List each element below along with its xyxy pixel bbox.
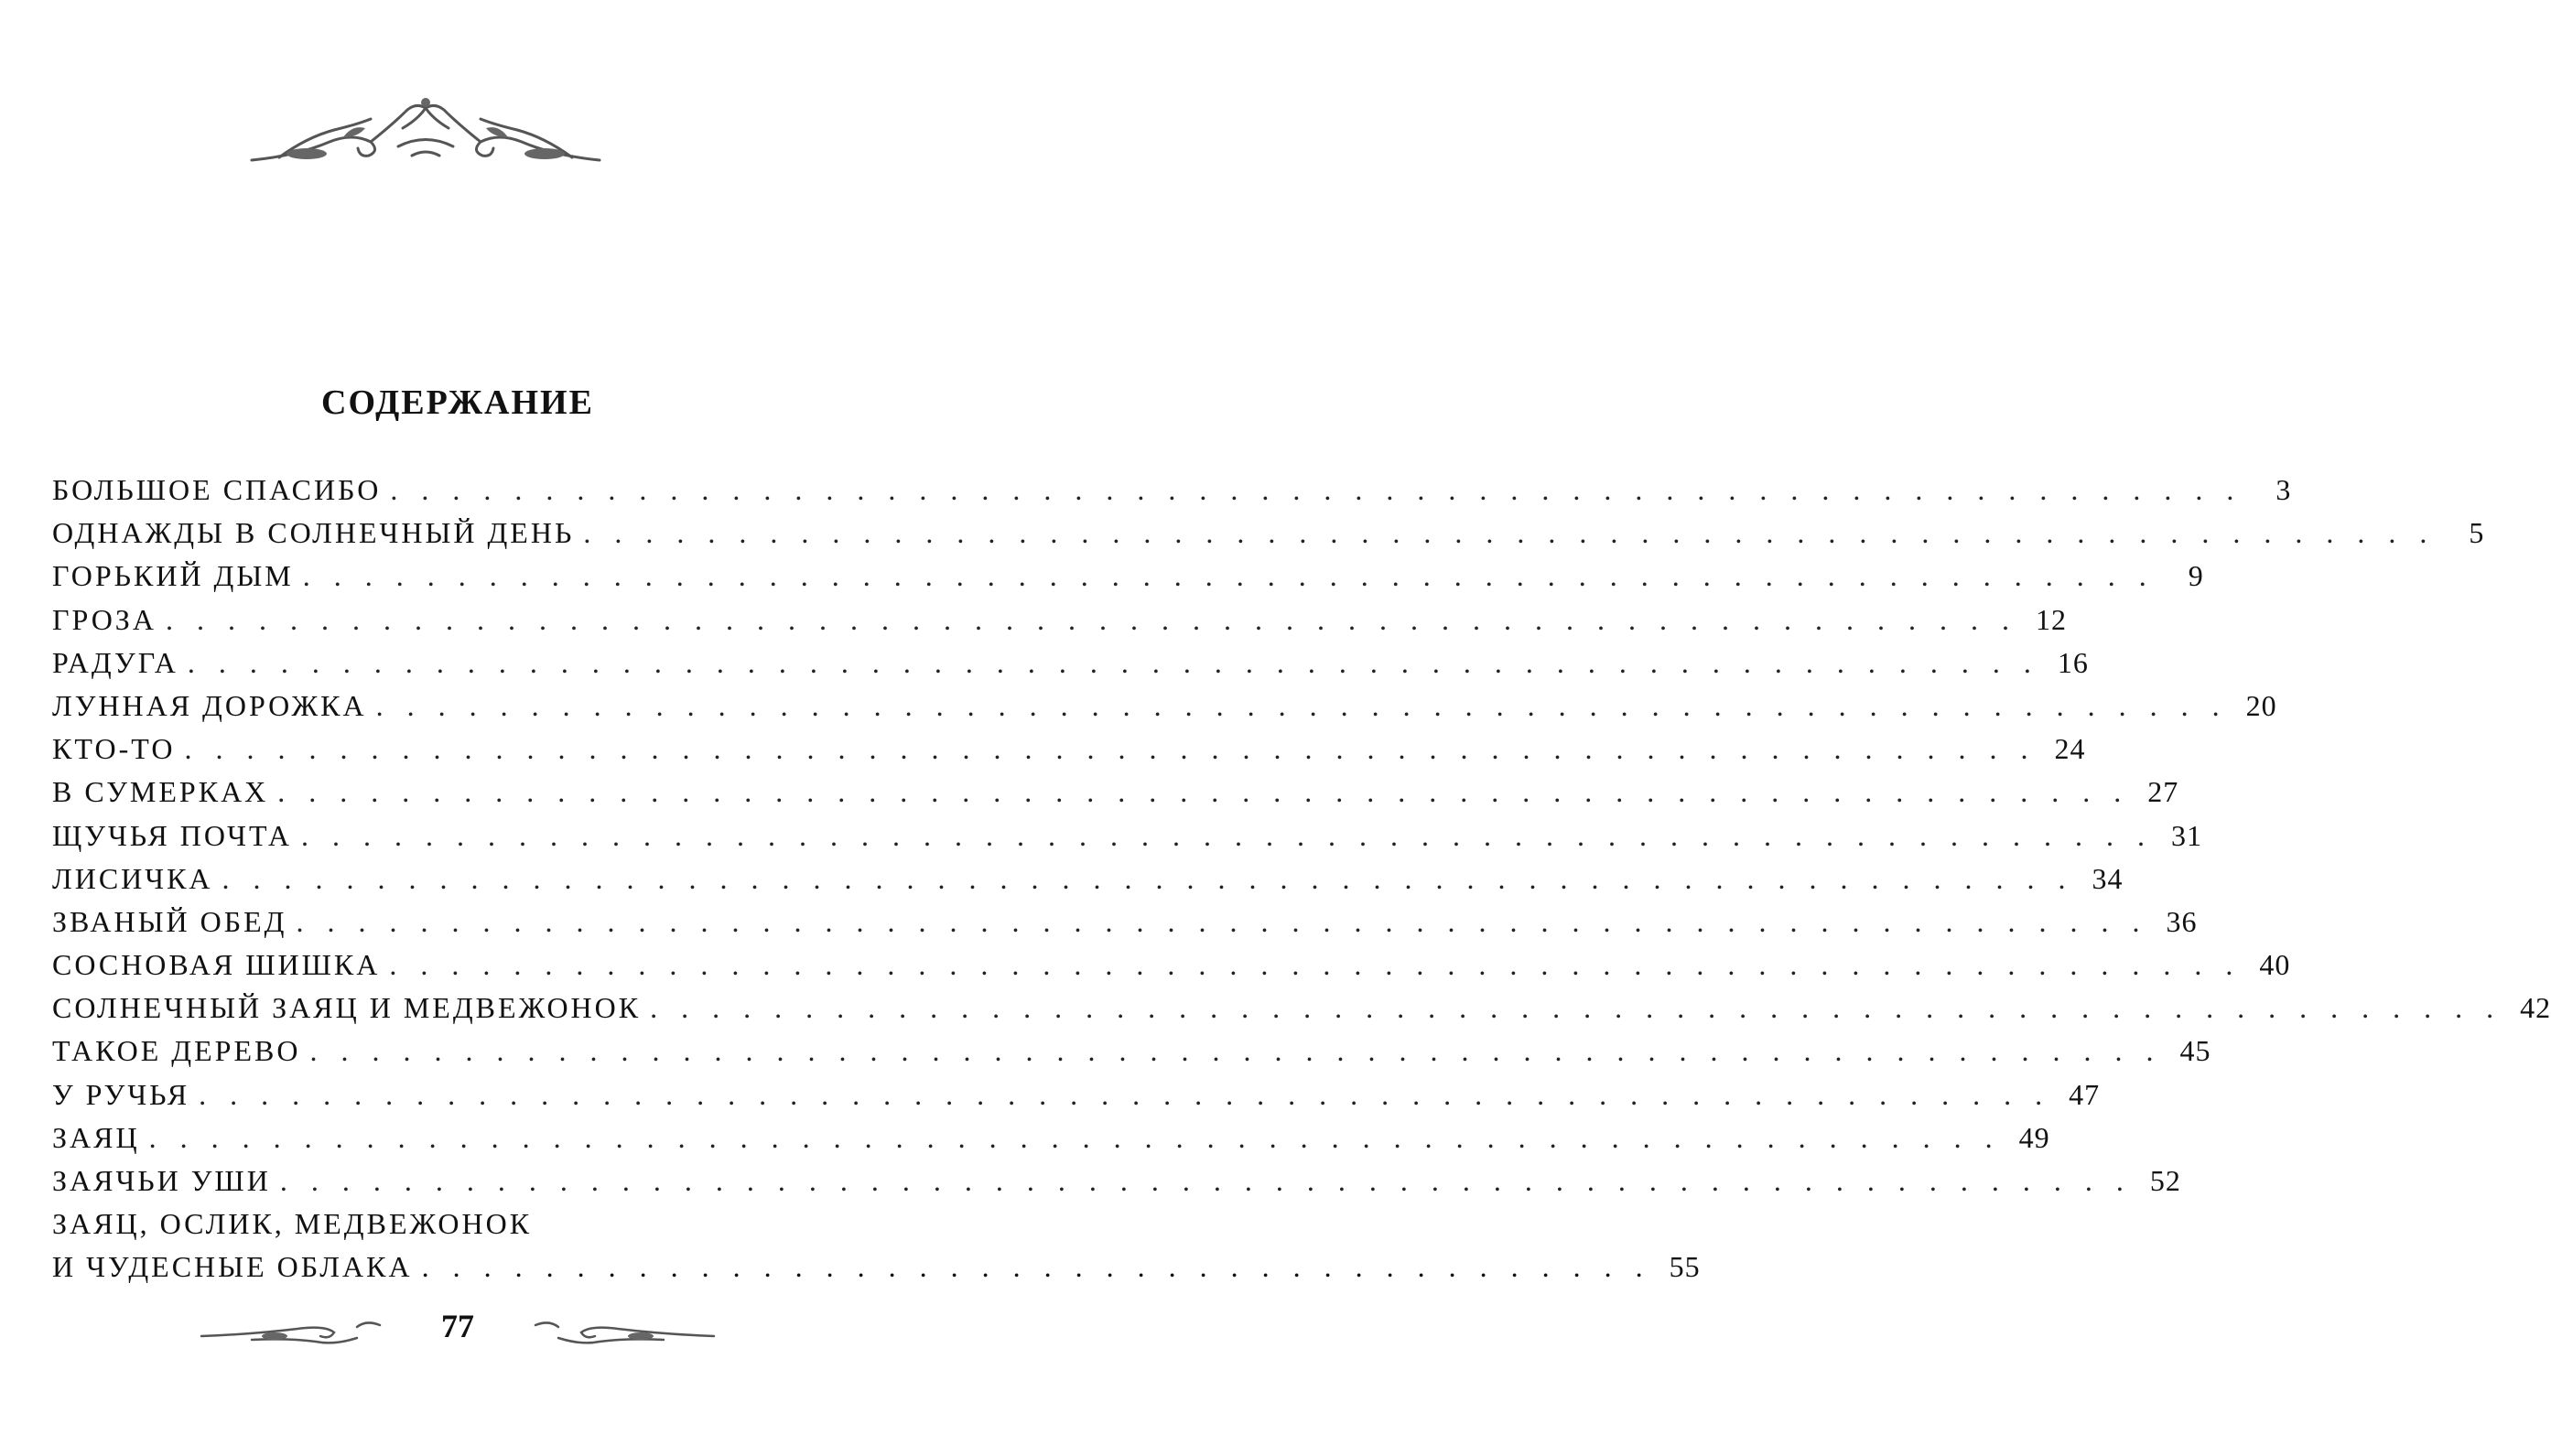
toc-dot-leader: . . . . . . . . . . . . . . . . . . . . . . . . . . . . . . . . . . . . . . . . . . . . . . . . . . . . . . . . . . . .: [301, 818, 2154, 852]
toc-dot-leader: . . . . . . . . . . . . . . . . . . . . . . . . . . . . . . . . . . . . . . . . . . . . . . . . . . . . . . . . . . . .: [199, 1077, 2051, 1111]
toc-entry[interactable]: [52, 685, 2277, 728]
toc-entry[interactable]: [52, 512, 2485, 555]
toc-entry-page: 3: [2275, 473, 2292, 506]
toc-entry-page: 49: [2018, 1120, 2050, 1154]
toc-entry-page: 52: [2149, 1164, 2181, 1197]
toc-entry-page: 5: [2469, 516, 2485, 550]
toc-entry[interactable]: [52, 987, 2551, 1030]
toc-entry[interactable]: [52, 642, 2089, 685]
toc-dot-leader: . . . . . . . . . . . . . . . . . . . . . . . . . . . . . . . . . . . . . . . . . . . . . . . . . . . . . . . . . . . .: [309, 1034, 2162, 1068]
toc-entry-title-line1: ЗАЯЦ, ОСЛИК, МЕДВЕЖОНОК: [52, 1207, 533, 1241]
toc-entry-page: 34: [2092, 861, 2124, 895]
toc-dot-leader: . . . . . . . . . . . . . . . . . . . . . . . . . . . . . . . . . . . . . . . . . . . . . . . . . . . . . . . . . . . .: [222, 861, 2074, 895]
toc-entry-page: 31: [2171, 818, 2203, 852]
toc-entry-title-line2: И ЧУДЕСНЫЕ ОБЛАКА: [52, 1250, 413, 1284]
toc-entry-title: ЛУННАЯ ДОРОЖКА: [52, 688, 367, 722]
toc-entry-title: ЗАЯЧЬИ УШИ: [52, 1164, 271, 1197]
toc-dot-leader: . . . . . . . . . . . . . . . . . . . . . . . . . . . . . . . . . . . . . . . . . . . . . . . . . . . . . . . . . . . .: [302, 559, 2155, 593]
toc-entry-title: ЗАЯЦ: [52, 1120, 140, 1154]
toc-entry-title: ОДНАЖДЫ В СОЛНЕЧНЫЙ ДЕНЬ: [52, 516, 575, 550]
toc-entry[interactable]: [52, 901, 2198, 944]
toc-entry[interactable]: [52, 814, 2203, 857]
toc-entry-title: КТО-ТО: [52, 732, 176, 766]
toc-entry-page: 47: [2069, 1077, 2101, 1111]
toc-entry-page: 24: [2054, 732, 2086, 766]
toc-entry[interactable]: [52, 469, 2292, 512]
toc-entry-page: 12: [2035, 602, 2067, 636]
toc-dot-leader: . . . . . . . . . . . . . . . . . . . . . . . . . . . . . . . . . . . . . . . . . . . . . . . . . . . . . . . . . . . .: [583, 516, 2436, 550]
page-number: 77: [441, 1308, 474, 1344]
toc-dot-leader: . . . . . . . . . . . . . . . . . . . . . . . . . . . . . . . . . . . . . . . . . . . . . . . . . . . . . . . . . . . .: [148, 1120, 2001, 1154]
toc-dot-leader: . . . . . . . . . . . . . . . . . . . . . . . . . . . . . . . . . . . . . . . . . . . . . . . . . . . . . . . . . . . .: [296, 904, 2148, 938]
toc-dot-leader: . . . . . . . . . . . . . . . . . . . . . . . . . . . . . . . . . . . . . . . . . . . . . . . . . . . . . . . . . . . .: [375, 688, 2228, 722]
toc-dot-leader: . . . . . . . . . . . . . . . . . . . . . . . . . . . . . . . . . . . . . . . . . . . . . . . . . . . . . . . . . . . .: [650, 991, 2502, 1025]
toc-entry-page: 16: [2057, 645, 2089, 679]
toc-dot-leader: . . . . . . . . . . . . . . . . . . . . . . . . . . . . . . . . . . . . . . . . . . . . . . . . . . . . . . . . . . . .: [184, 732, 2037, 766]
toc-dot-leader: . . . . . . . . . . . . . . . . . . . . . . . . . . . . . . . . . . . . . . . . . . . . . . . . . . . . . . . . . . . .: [165, 602, 2017, 636]
toc-entry-title: СОЛНЕЧНЫЙ ЗАЯЦ И МЕДВЕЖОНОК: [52, 991, 642, 1025]
toc-entry-page: 45: [2179, 1034, 2211, 1068]
toc-entry[interactable]: [52, 728, 2086, 771]
toc-entry-title: БОЛЬШОЕ СПАСИБО: [52, 473, 382, 506]
toc-entry[interactable]: [52, 857, 2124, 901]
toc-entry-page: 40: [2259, 948, 2291, 982]
page-title: СОДЕРЖАНИЕ: [321, 383, 594, 422]
toc-entry[interactable]: [52, 771, 2179, 814]
toc-dot-leader: . . . . . . . . . . . . . . . . . . . . . . . . . . . . . . . . . . . . . . . . . . . . . . . . . . . . . . . . . . . .: [389, 948, 2242, 982]
toc-entry-title: ТАКОЕ ДЕРЕВО: [52, 1034, 301, 1068]
toc-entry-page: 55: [1669, 1250, 1701, 1284]
toc-entry-page: 27: [2147, 775, 2179, 809]
toc-entry-title: ЩУЧЬЯ ПОЧТА: [52, 818, 293, 852]
toc-entry[interactable]: [52, 555, 2204, 598]
toc-entry[interactable]: [52, 944, 2291, 987]
toc-entry-title: РАДУГА: [52, 645, 178, 679]
toc-dot-leader: . . . . . . . . . . . . . . . . . . . . . . . . . . . . . . . . . . . . . . . .: [421, 1250, 1651, 1284]
toc-entry-title: СОСНОВАЯ ШИШКА: [52, 948, 381, 982]
toc-dot-leader: . . . . . . . . . . . . . . . . . . . . . . . . . . . . . . . . . . . . . . . . . . . . . . . . . . . . . . . . . . . .: [390, 473, 2243, 506]
toc-entry-title: ЗВАНЫЙ ОБЕД: [52, 904, 287, 938]
toc-dot-leader: . . . . . . . . . . . . . . . . . . . . . . . . . . . . . . . . . . . . . . . . . . . . . . . . . . . . . . . . . . . .: [277, 775, 2130, 809]
toc-entry-title: ЛИСИЧКА: [52, 861, 213, 895]
toc-entry-page: 20: [2245, 688, 2277, 722]
top-ornament-icon: [243, 92, 609, 178]
toc-entry[interactable]: [52, 1116, 2050, 1159]
toc-dot-leader: . . . . . . . . . . . . . . . . . . . . . . . . . . . . . . . . . . . . . . . . . . . . . . . . . . . . . . . . . . . .: [279, 1164, 2132, 1197]
toc-entry[interactable]: [52, 1073, 2101, 1116]
toc-entry-page: 9: [2188, 559, 2204, 593]
toc-entry-page: 36: [2166, 904, 2198, 938]
toc-entry[interactable]: [52, 599, 2067, 642]
toc-entry[interactable]: [52, 1030, 2211, 1073]
toc-entry-title: У РУЧЬЯ: [52, 1077, 190, 1111]
toc-entry-last[interactable]: [52, 1203, 1701, 1289]
table-of-contents: [52, 469, 2551, 1289]
toc-entry-title: ГОРЬКИЙ ДЫМ: [52, 559, 294, 593]
toc-entry[interactable]: [52, 1159, 2181, 1203]
toc-entry-title: ГРОЗА: [52, 602, 157, 636]
toc-entry-title: В СУМЕРКАХ: [52, 775, 269, 809]
toc-entry-page: 42: [2520, 991, 2551, 1025]
toc-dot-leader: . . . . . . . . . . . . . . . . . . . . . . . . . . . . . . . . . . . . . . . . . . . . . . . . . . . . . . . . . . . .: [187, 645, 2039, 679]
